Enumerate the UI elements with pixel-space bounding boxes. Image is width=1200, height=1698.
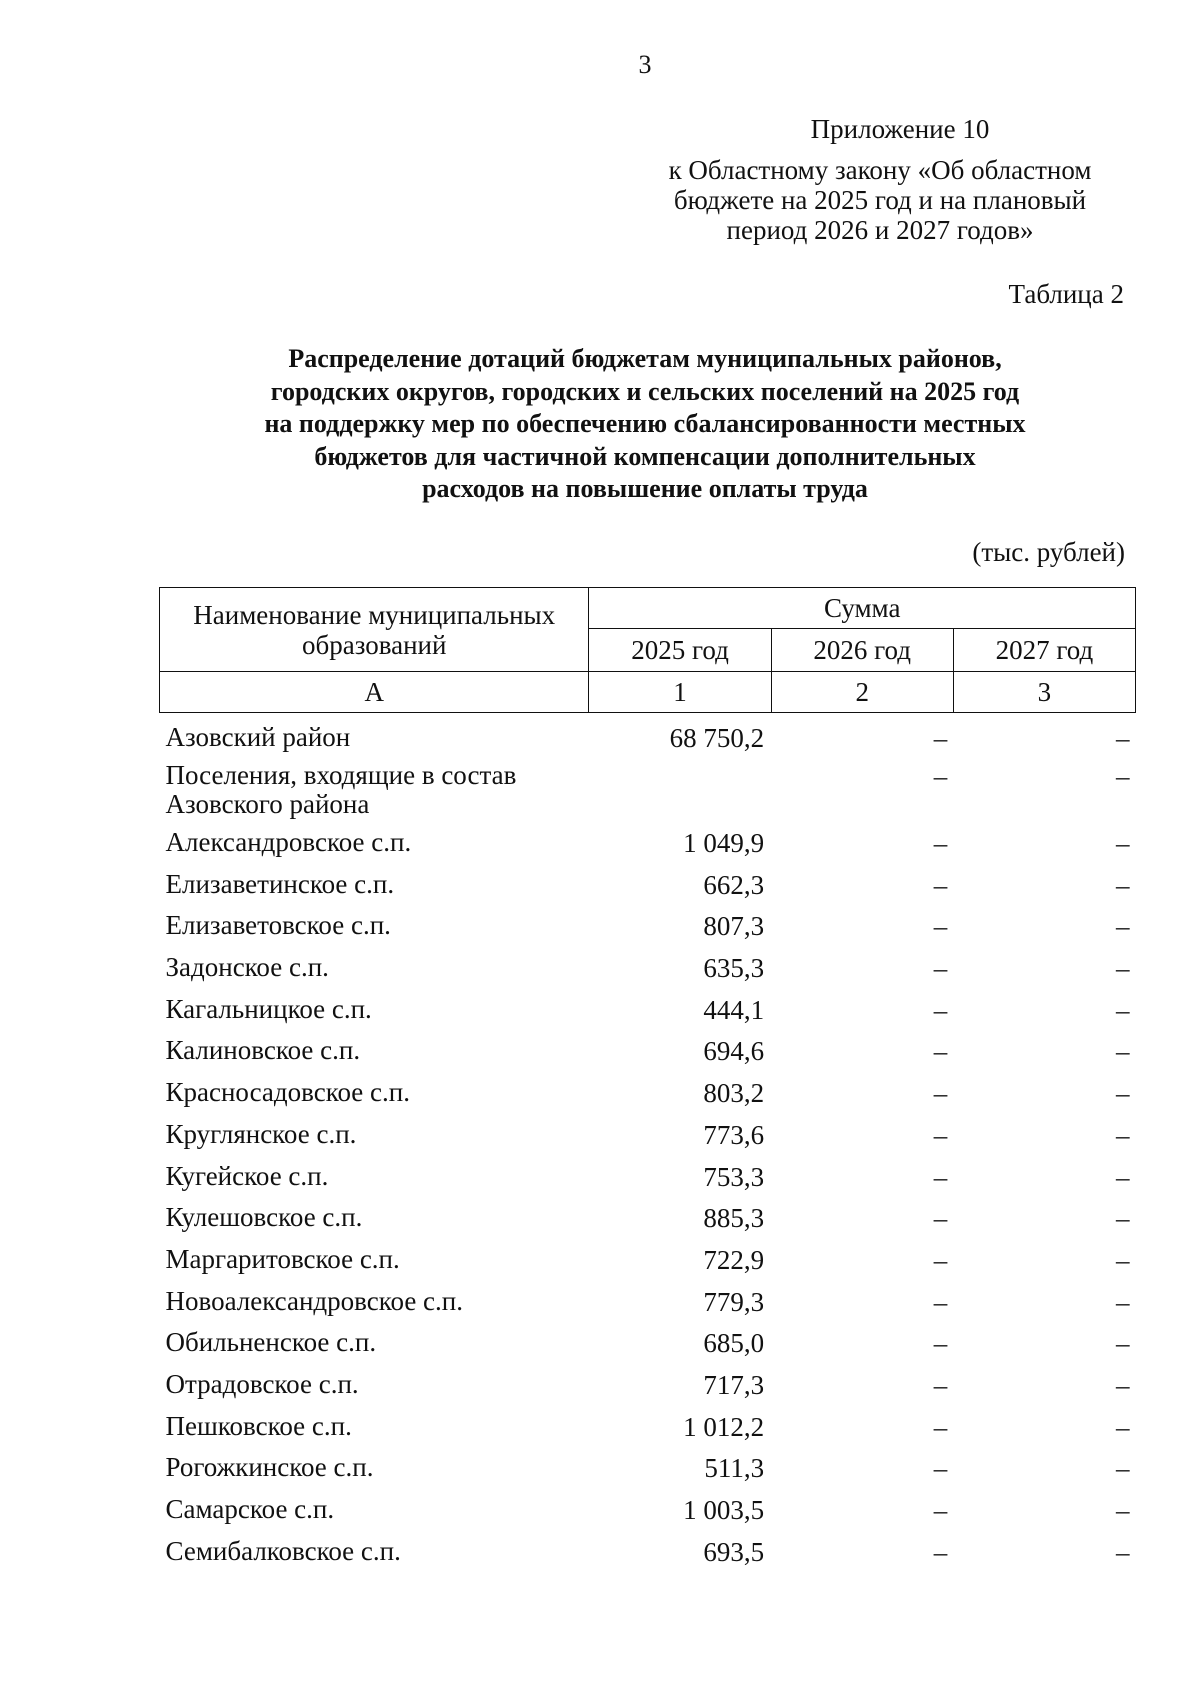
table-row [160, 1245, 1136, 1287]
municipality-name-line: Кугейское с.п. [165, 1160, 329, 1191]
value-2026: – [933, 1286, 948, 1317]
value-2027: – [1116, 911, 1130, 942]
value-2027: – [1116, 1453, 1130, 1484]
value-2025: 753,3 [703, 1161, 765, 1192]
value-2025: 1 003,5 [683, 1495, 765, 1525]
heading-line: бюджетов для частичной компенсации дополнительных [314, 441, 976, 471]
municipality-name [160, 1036, 589, 1078]
value-2025: 685,0 [703, 1328, 765, 1359]
value-2026: – [933, 1453, 948, 1484]
municipality-name-line: Пешковское с.п. [165, 1410, 352, 1441]
value-2027: – [1116, 723, 1130, 753]
value-2026: – [933, 761, 948, 791]
value-2026: – [933, 1119, 948, 1150]
municipality-name-line: Калиновское с.п. [165, 1035, 361, 1066]
municipality-name-line: Елизаветовское с.п. [165, 910, 391, 941]
table-row [160, 1537, 1136, 1579]
municipality-name-line: Семибалковское с.п. [165, 1535, 401, 1566]
municipality-name-line: Поселения, входящие в состав [165, 760, 517, 790]
heading-line: расходов на повышение оплаты труда [422, 474, 868, 503]
value-2027: – [1116, 1078, 1130, 1109]
value-2026: – [933, 1244, 948, 1275]
table-row [160, 1036, 1136, 1078]
column-header-2026: 2026 год [771, 629, 953, 672]
value-2026: – [933, 1536, 948, 1567]
table-row [160, 713, 1136, 762]
municipality-name [160, 1453, 589, 1495]
column-header-sum: Сумма [589, 588, 1136, 629]
value-2026: – [933, 1495, 948, 1525]
appendix-ref-line: к Областному закону «Об областном [668, 155, 1092, 185]
municipality-name [160, 1328, 589, 1370]
table-row [160, 1287, 1136, 1329]
value-2026: – [933, 994, 948, 1025]
table-label: Таблица 2 [1008, 279, 1124, 309]
column-code-1: 1 [589, 672, 771, 713]
municipality-name-line: Круглянское с.п. [165, 1118, 357, 1149]
table-row [160, 1453, 1136, 1495]
table-row [160, 995, 1136, 1037]
value-2025: 693,5 [703, 1536, 765, 1567]
table-body [160, 713, 1136, 1579]
municipality-name-line: Обильненское с.п. [165, 1327, 377, 1358]
table-row [160, 1370, 1136, 1412]
value-2027: – [1116, 953, 1130, 984]
value-2027: – [1116, 994, 1130, 1025]
municipality-name-line: Самарское с.п. [165, 1494, 335, 1524]
value-2026: – [933, 869, 948, 900]
municipality-name-line: Рогожкинское с.п. [165, 1452, 374, 1483]
table-row [160, 1328, 1136, 1370]
value-2027: – [1116, 828, 1130, 858]
table-row [160, 1120, 1136, 1162]
municipality-name [160, 1495, 589, 1537]
value-2025: 803,2 [703, 1078, 765, 1109]
value-2027: – [1116, 1328, 1130, 1359]
value-2027: – [1116, 1203, 1130, 1234]
municipality-name-line: Азовский район [165, 722, 351, 752]
value-2027: – [1116, 1119, 1130, 1150]
value-2025: 717,3 [703, 1369, 765, 1400]
municipality-name [160, 713, 589, 762]
value-2025: 779,3 [703, 1286, 765, 1317]
table-row [160, 911, 1136, 953]
table-row [160, 761, 1136, 828]
value-2026: – [933, 953, 948, 984]
municipality-name [160, 1412, 589, 1454]
subsidy-table [159, 587, 1136, 1578]
heading-line: на поддержку мер по обеспечению сбалансированности местных [264, 409, 1026, 438]
municipality-name-line: Кагальницкое с.п. [165, 993, 372, 1024]
appendix-title: Приложение 10 [810, 114, 990, 144]
value-2027: – [1116, 1369, 1130, 1400]
value-2025: 511,3 [704, 1453, 765, 1484]
table-row [160, 953, 1136, 995]
value-2025: 444,1 [703, 994, 765, 1025]
value-2025 [589, 761, 771, 828]
column-header-name-line: Наименование муниципальных [193, 599, 556, 630]
municipality-name-line: Отрадовское с.п. [165, 1368, 359, 1399]
table-row [160, 828, 1136, 870]
value-2025: 773,6 [703, 1119, 765, 1150]
value-2025: 1 049,9 [683, 828, 765, 858]
municipality-name-line: Елизаветинское с.п. [165, 868, 395, 899]
value-2027: – [1116, 869, 1130, 900]
column-code-3: 3 [953, 672, 1135, 713]
value-2025: 694,6 [703, 1036, 765, 1067]
column-code-2: 2 [771, 672, 953, 713]
municipality-name [160, 1078, 589, 1120]
value-2026: – [933, 1203, 948, 1234]
municipality-name [160, 911, 589, 953]
value-2025: 68 750,2 [669, 723, 765, 753]
units-label: (тыс. рублей) [972, 537, 1125, 567]
heading-line: Распределение дотаций бюджетам муниципальных районов, [288, 344, 1002, 373]
value-2026: – [933, 1328, 948, 1359]
heading-line: городских округов, городских и сельских поселений на 2025 год [270, 376, 1020, 406]
value-2026: – [933, 1369, 948, 1400]
value-2026: – [933, 1411, 948, 1442]
municipality-name [160, 1537, 589, 1579]
value-2025: 722,9 [703, 1244, 765, 1275]
value-2026: – [933, 828, 948, 858]
column-header-name [160, 588, 589, 672]
municipality-name [160, 1203, 589, 1245]
municipality-name-line: Маргаритовское с.п. [165, 1243, 400, 1274]
value-2025: 807,3 [703, 911, 765, 942]
municipality-name [160, 995, 589, 1037]
value-2027: – [1116, 1286, 1130, 1317]
municipality-name [160, 1120, 589, 1162]
municipality-name [160, 828, 589, 870]
column-header-2027: 2027 год [953, 629, 1135, 672]
municipality-name [160, 761, 589, 828]
value-2027: – [1116, 1411, 1130, 1442]
value-2027: – [1116, 761, 1130, 791]
column-header-2025: 2025 год [589, 629, 771, 672]
municipality-name-line: Александровское с.п. [165, 827, 412, 857]
value-2026: – [933, 1036, 948, 1067]
appendix-ref-line: бюджете на 2025 год и на плановый [673, 185, 1087, 215]
municipality-name-line: Задонское с.п. [165, 952, 329, 983]
value-2026: – [933, 1161, 948, 1192]
value-2027: – [1116, 1036, 1130, 1067]
table-row [160, 1078, 1136, 1120]
value-2025: 885,3 [703, 1203, 765, 1234]
value-2026: – [933, 1078, 948, 1109]
municipality-name [160, 870, 589, 912]
appendix-ref-line: период 2026 и 2027 годов» [726, 215, 1034, 245]
municipality-name-line: Азовского района [165, 789, 370, 819]
value-2025: 662,3 [703, 869, 765, 900]
municipality-name-line: Новоалександровское с.п. [165, 1285, 463, 1316]
table-row [160, 1412, 1136, 1454]
document-heading [150, 343, 1140, 506]
municipality-name-line: Красносадовское с.п. [165, 1077, 410, 1108]
municipality-name [160, 1287, 589, 1329]
value-2025: 635,3 [703, 953, 765, 984]
municipality-name [160, 1245, 589, 1287]
value-2026: – [933, 911, 948, 942]
value-2027: – [1116, 1495, 1130, 1525]
appendix-reference [640, 155, 1120, 245]
value-2027: – [1116, 1161, 1130, 1192]
municipality-name [160, 1162, 589, 1204]
value-2027: – [1116, 1244, 1130, 1275]
table-row [160, 1162, 1136, 1204]
table-row [160, 1203, 1136, 1245]
value-2027: – [1116, 1536, 1130, 1567]
municipality-name [160, 1370, 589, 1412]
value-2026: – [933, 723, 948, 753]
column-header-name-line: образований [301, 629, 447, 660]
page-number: 3 [638, 50, 652, 79]
table-row [160, 1495, 1136, 1537]
value-2025: 1 012,2 [683, 1411, 765, 1442]
table-row [160, 870, 1136, 912]
municipality-name-line: Кулешовское с.п. [165, 1202, 363, 1233]
municipality-name [160, 953, 589, 995]
column-code-a: А [160, 672, 589, 713]
